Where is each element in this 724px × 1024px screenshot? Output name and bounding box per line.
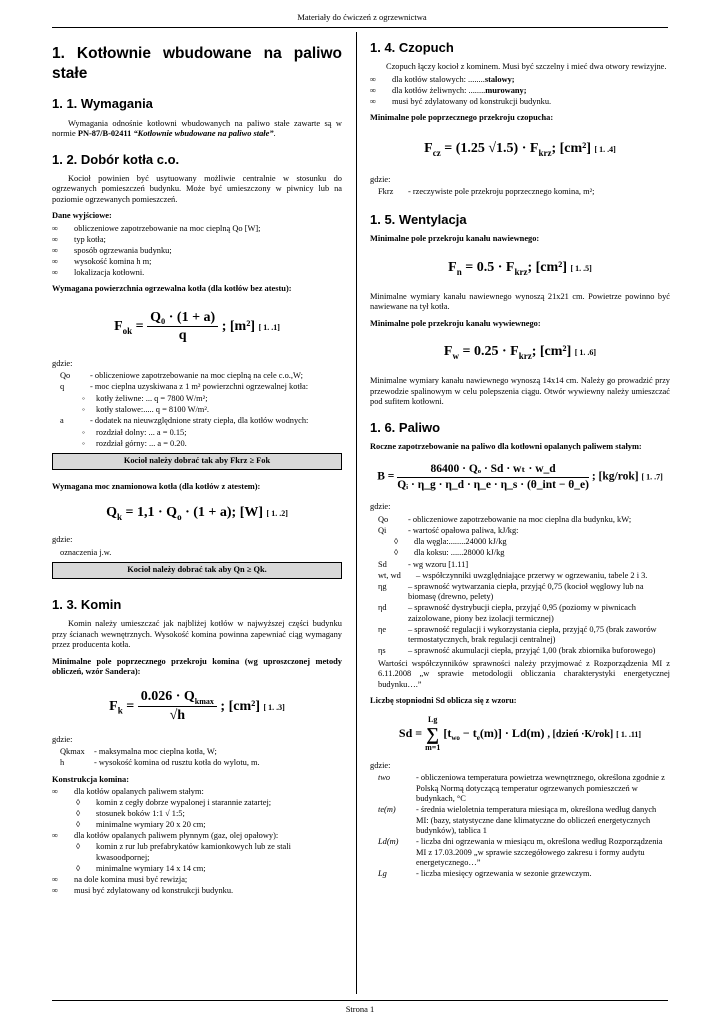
input-data-title: Dane wyjściowe: bbox=[52, 211, 112, 221]
definition: Fkrz - rzeczywiste pole przekroju poprzecznego komina, m²; bbox=[378, 187, 595, 197]
a-values-list bbox=[52, 428, 342, 450]
flue-min-title: Minimalne pole poprzecznego przekroju czopucha: bbox=[370, 113, 554, 123]
list-item: ◊ komin z cegły dobrze wypalonej i starannie zatartej; bbox=[52, 798, 342, 809]
area-title: Wymagana powierzchnia ogrzewalna kotła (dla kotłów bez atestu): bbox=[52, 284, 292, 294]
list-item: ◦ kotły żeliwne: ... q = 7800 W/m²; bbox=[52, 394, 342, 405]
definition: Qi - wartość opałowa paliwa, kJ/kg: bbox=[378, 525, 519, 535]
boiler-paragraph: Kocioł powinien być usytuowany możliwie centralnie w stosunku do ogrzewanych pomieszczeń budynku. Może być umieszczony w piwnicy lub na poziomie ogrzewanych pomieszczeń. bbox=[52, 173, 342, 204]
section-1-3-heading: 1. 3. Komin bbox=[52, 596, 122, 612]
definition: Qo - obliczeniowe zapotrzebowanie na moc cieplna dla budynku, kW; bbox=[378, 514, 632, 524]
boiler-selection-box-2: Kocioł należy dobrać tak aby Qn ≥ Qk. bbox=[52, 562, 342, 579]
degree-days-title: Liczbę stopniodni Sd oblicza się z wzoru: bbox=[370, 696, 517, 706]
q-values-list bbox=[52, 394, 342, 416]
section-1-1-heading: 1. 1. Wymagania bbox=[52, 96, 153, 112]
page-header: Materiały do ćwiczeń z ogrzewnictwa bbox=[297, 12, 427, 22]
flue-list bbox=[370, 75, 670, 108]
definition: ηg – sprawność wytwarzania ciepła, przyjąć 0,75 (kocioł węglowy lub na biomasę (drewno, pelety) bbox=[378, 581, 644, 602]
list-item: ∞ wysokość komina h m; bbox=[52, 257, 342, 268]
fuel-demand-title: Roczne zapotrzebowanie na paliwo dla kotłowni opalanych paliwem stałym: bbox=[370, 441, 642, 451]
definition: Ld(m) - liczba dni ogrzewania w miesiącu m, określona według Rozporządzenia MI z 17.03.2009 „w sprawie szczegółowego zakresu i formy audytu energetycznego…” bbox=[378, 837, 663, 868]
list-item: ◦ rozdział górny: ... a = 0.20. bbox=[52, 439, 342, 450]
section-1-5-heading: 1. 5. Wentylacja bbox=[370, 211, 467, 227]
formula-1-3: $F_k$ = $\frac{0.026 \cdot Q_{kmax}}{√h}$ ; [cm²] [ 1. .3] bbox=[109, 688, 285, 724]
definition: ηe – sprawność regulacji i wykorzystania ciepła, przyjąć 0,75 (brak zaworów termostatycznych, brak regulacji centralnej) bbox=[378, 624, 657, 645]
section-1-2-heading: 1. 2. Dobór kotła c.o. bbox=[52, 151, 180, 167]
definition: ηs – sprawność akumulacji ciepła, przyjąć 1,00 (brak zbiornika buforowego) bbox=[378, 646, 656, 656]
where-label: gdzie: bbox=[52, 358, 73, 368]
where-label: gdzie: bbox=[52, 734, 73, 744]
where-label: gdzie: bbox=[370, 174, 391, 184]
fuel-values-list bbox=[370, 537, 670, 559]
list-item: ∞ musi być zdylatowany od konstrukcji budynku. bbox=[370, 97, 670, 108]
boiler-selection-box-1: Kocioł należy dobrać tak aby Fkrz ≥ Fok bbox=[52, 453, 342, 470]
list-item: ∞ dla kotłów żeliwnych: ........murowany; bbox=[370, 86, 670, 97]
definition: Qkmax - maksymalna moc cieplna kotła, W; bbox=[60, 747, 217, 757]
header-rule bbox=[52, 27, 668, 28]
list-item: ∞ dla kotłów opalanych paliwem płynnym (gaz, olej opałowy): bbox=[52, 831, 342, 842]
chimney-paragraph: Komin należy umieszczać jak najbliżej kotłów w najwyższej części budynku przy ścianach wewnętrznych. Wysokość komina powinna zapewniać ciąg wymagany przez producenta kotła. bbox=[52, 619, 342, 650]
formula-1-2: $Q_k = 1,1 \cdot Q_o \cdot (1 + a)$; [W] [ 1. .2] bbox=[106, 505, 288, 523]
list-item: ◊ minimalne wymiary 20 x 20 cm; bbox=[52, 820, 342, 831]
list-item: ∞ obliczeniowe zapotrzebowanie na moc cieplną Qo [W]; bbox=[52, 224, 342, 235]
list-item: ◊ minimalne wymiary 14 x 14 cm; bbox=[52, 864, 342, 875]
formula-1-6: $F_w = 0.25 \cdot F_{krz}$; [cm²] [ 1. .6] bbox=[443, 344, 597, 361]
list-item: ∞ dla kotłów opalanych paliwem stałym: bbox=[52, 787, 342, 798]
list-item: ◊ dla węgla:........24000 kJ/kg bbox=[370, 537, 670, 548]
definition: two - obliczeniowa temperatura powietrza wewnętrznego, określona zgodnie z Polską Normą dotyczącą temperatur ogrzewanych pomieszczeń w budynkach, °C bbox=[378, 773, 665, 804]
list-item: ∞ musi być zdylatowany od konstrukcji budynku. bbox=[52, 886, 342, 897]
list-item: ◊ komin z rur lub prefabrykatów kamionkowych lub ze stali kwasoodpornej; bbox=[52, 842, 342, 863]
formula-1-4: $F_{cz} = (1.25$ $√1.5) \cdot F_{krz}$; [cm²] [ 1. .4] bbox=[424, 140, 616, 158]
requirements-paragraph: Wymagania odnośnie kotłowni wbudowanych na paliwo stałe zawarte są w normie PN-87/B-02411 “Kotłownie wbudowane na paliwo stałe”. bbox=[52, 118, 342, 139]
formula-1-7: B = $\frac{\text{86400 · Qₒ · Sd · wₜ · w\_d}}{\text{Qᵢ · η\_g · η\_d · η\_e · η\_s · (θ\_int − θ\_e)}}$ ; [kg/rok] [ 1. .7] bbox=[377, 463, 663, 491]
list-item: ∞ lokalizacja kotłowni. bbox=[52, 268, 342, 279]
where-label: gdzie: bbox=[52, 535, 73, 545]
list-item: ◦ rozdział dolny: ... a = 0.15; bbox=[52, 428, 342, 439]
construction-title: Konstrukcja komina: bbox=[52, 774, 130, 784]
list-item: ∞ dla kotłów stalowych: ........stalowy; bbox=[370, 75, 670, 86]
where-label: gdzie: bbox=[370, 760, 391, 770]
supply-paragraph: Minimalne wymiary kanału nawiewnego wynoszą 21x21 cm. Powietrze powinno być nawiewane na tył kotła. bbox=[370, 291, 670, 312]
definition: h - wysokość komina od rusztu kotła do wylotu, m. bbox=[60, 758, 260, 768]
definition: a - dodatek na nieuwzględnione straty ciepła, dla kotłów wodnych: bbox=[60, 416, 309, 426]
page-footer: Strona 1 bbox=[52, 1000, 668, 1014]
list-item: ◊ stosunek boków 1:1 √ 1:5; bbox=[52, 809, 342, 820]
power-title: Wymagana moc znamionowa kotła (dla kotłów z atestem): bbox=[52, 481, 261, 491]
where-label: gdzie: bbox=[370, 502, 391, 512]
notation-note: oznaczenia j.w. bbox=[60, 547, 112, 557]
coefficients-note: Wartości współczynników sprawności należy przyjmować z Rozporządzenia MI z 6.11.2008 „w sprawie metodologii obliczania charakterystyki energetycznej budynku….” bbox=[378, 658, 670, 689]
page-title: 1. Kotłownie wbudowane na paliwo stałe bbox=[52, 45, 342, 83]
flue-paragraph: Czopuch łączy kocioł z kominem. Musi być szczelny i mieć dwa otwory rewizyjne. bbox=[386, 62, 667, 72]
chimney-min-title: Minimalne pole poprzecznego przekroju komina (wg uproszczonej metody obliczeń, wzór Sandera): bbox=[52, 656, 342, 677]
exhaust-title: Minimalne pole przekroju kanału wywiewnego: bbox=[370, 318, 541, 328]
definition: ηd – sprawność dystrybucji ciepła, przyjąć 0,95 (poziomy w piwnicach zaizolowane, piony bez izolacji termicznej) bbox=[378, 603, 636, 623]
section-1-6-heading: 1. 6. Paliwo bbox=[370, 419, 441, 435]
list-item: ◦ kotły stalowe:..... q = 8100 W/m². bbox=[52, 405, 342, 416]
exhaust-paragraph: Minimalne wymiary kanału nawiewnego wynoszą 14x14 cm. Należy go prowadzić przy przewodzie spalinowym w celu polepszenia ciągu. Otwór wywiewny należy umieszczać pod sufitem kotłowni. bbox=[370, 376, 670, 407]
formula-1-1: $F_{ok}$ = $\frac{\text{Q₀ · (1 + a)}}{q}$ ; [m²] [ 1. .1] bbox=[114, 309, 280, 344]
input-data-list bbox=[52, 224, 342, 279]
formula-1-5: $F_n = 0.5 \cdot F_{krz}$; [cm²] [ 1. .5] bbox=[448, 259, 592, 277]
section-1-4-heading: 1. 4. Czopuch bbox=[370, 40, 454, 55]
supply-title: Minimalne pole przekroju kanału nawiewnego: bbox=[370, 234, 540, 244]
definition: wt, wd – współczynniki uwzględniające przerwy w ogrzewaniu, tabele 2 i 3. bbox=[378, 570, 648, 580]
right-column bbox=[370, 32, 670, 880]
definition: q - moc cieplna uzyskiwana z 1 m² powierzchni ogrzewalnej kotła: bbox=[60, 382, 309, 392]
definition: Qo - obliczeniowe zapotrzebowanie na moc cieplną na cele c.o.,W; bbox=[60, 371, 303, 381]
construction-list bbox=[52, 787, 342, 896]
list-item: ◊ dla koksu: ......28000 kJ/kg bbox=[370, 548, 670, 559]
list-item: ∞ typ kotła; bbox=[52, 235, 342, 246]
definition: Sd - wg wzoru [1.11] bbox=[378, 559, 469, 569]
column-divider bbox=[356, 32, 357, 994]
formula-1-11: Sd = Lg ∑ m=1 $[t_{wo} - t_e(m)] \cdot Ld(m)$ , [dzień ·K/rok] [ 1. .11] bbox=[398, 714, 642, 752]
definition: te(m) - średnia wieloletnia temperatura miesiąca m, określona według danych MI: (bazy, statystyczne dane klimatyczne do obliczeń energetycznych budynków), tablica 1 bbox=[378, 805, 657, 836]
list-item: ∞ na dole komina musi być rewizja; bbox=[52, 875, 342, 886]
list-item: ∞ sposób ogrzewania budynku; bbox=[52, 246, 342, 257]
left-column bbox=[52, 32, 342, 897]
definition: Lg - liczba miesięcy ogrzewania w sezonie grzewczym. bbox=[378, 869, 592, 879]
